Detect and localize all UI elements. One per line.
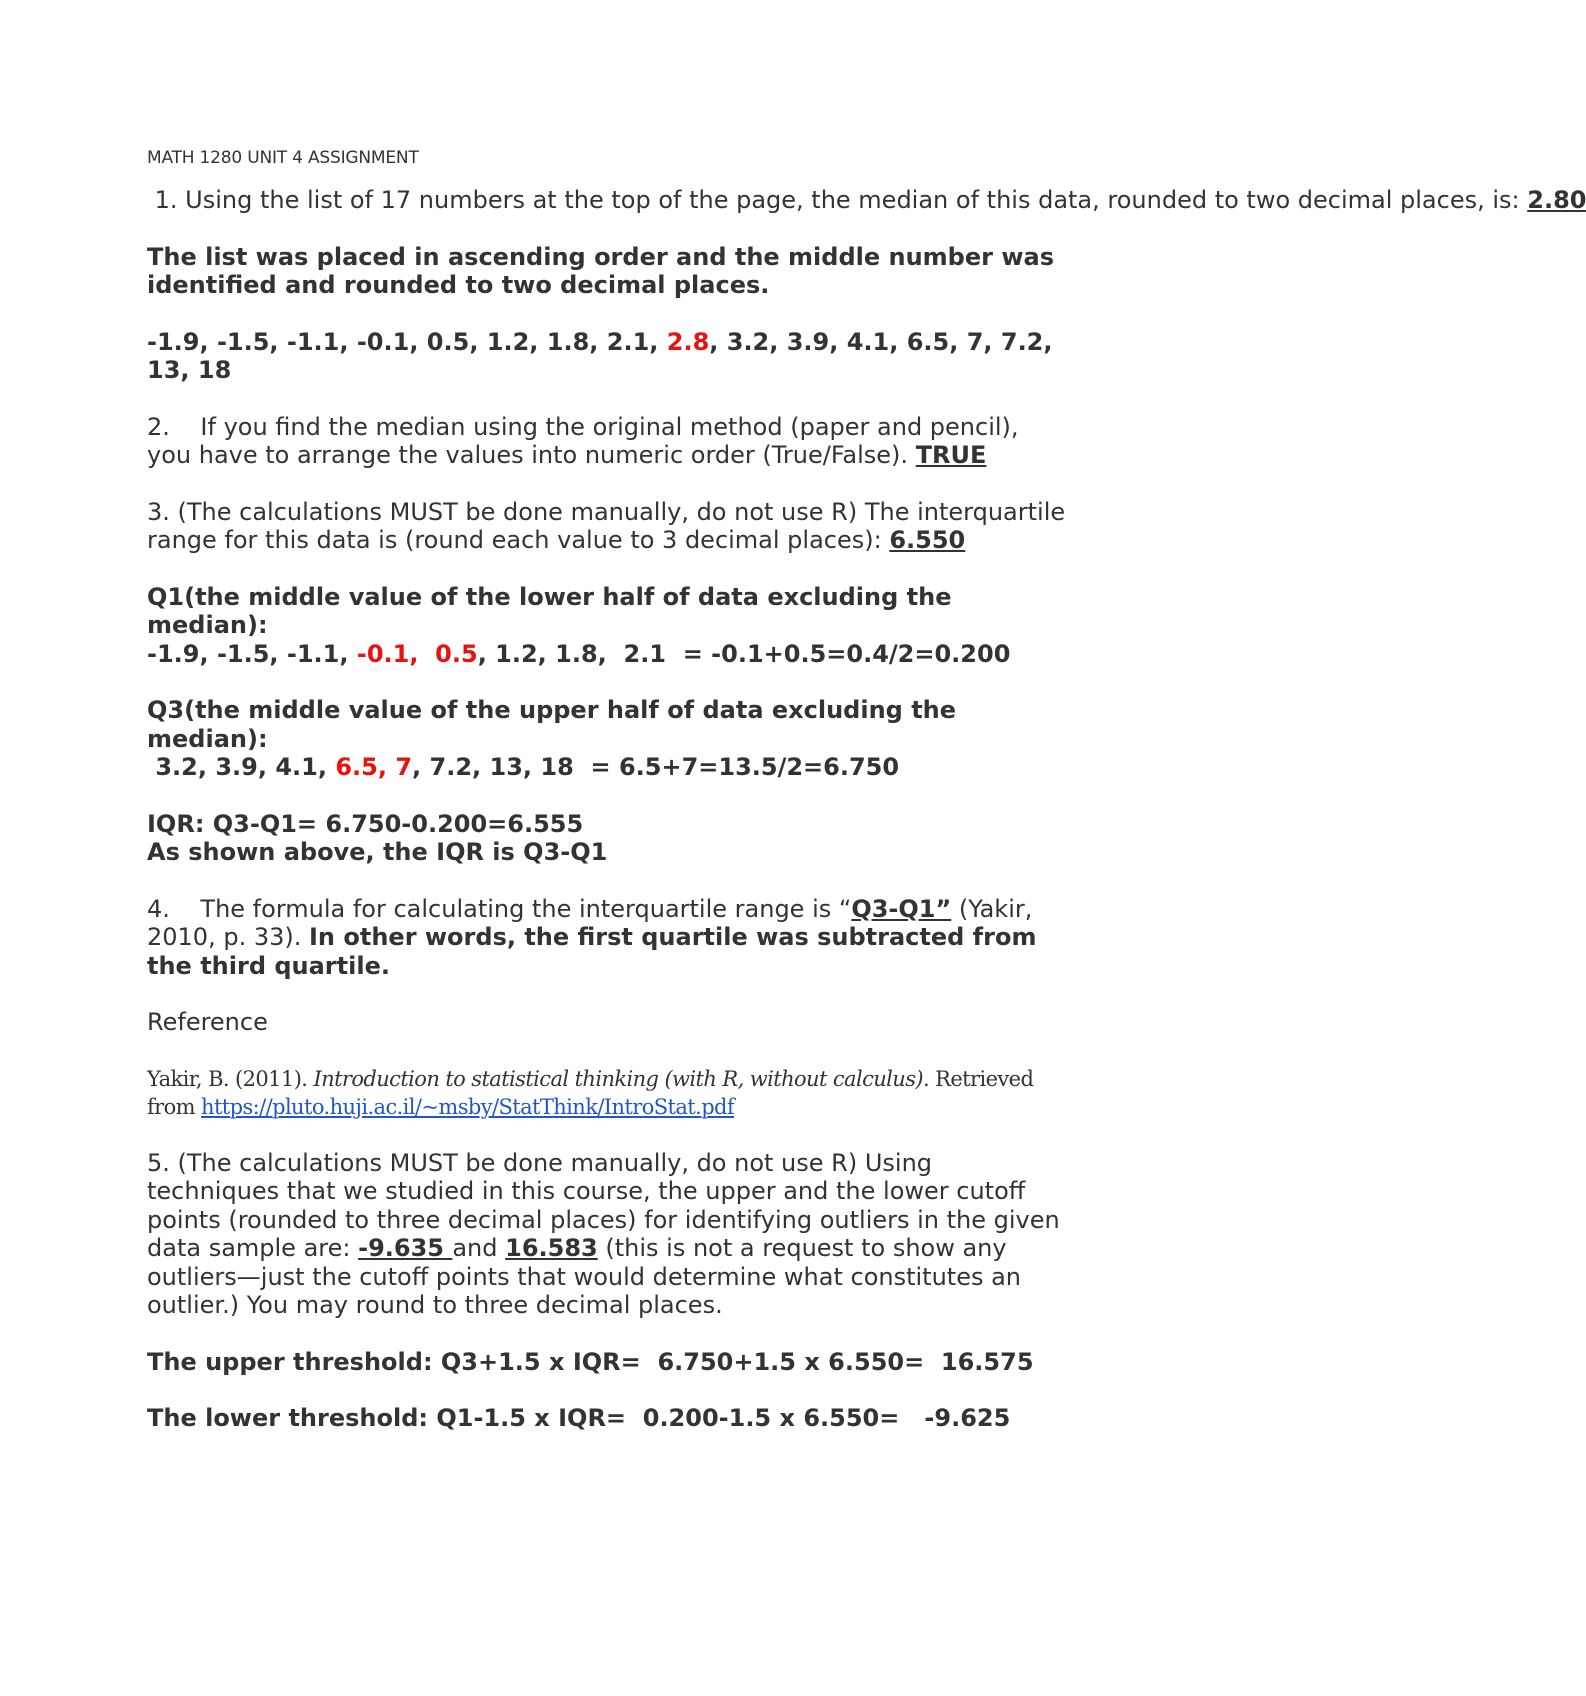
q3-list-middle-b: 7 bbox=[395, 753, 413, 781]
question-5-text-a: 5. (The calculations MUST be done manually, do not use R) Using techniques that we studied in this course, the upper and the lower cutoff points (rounded to three decimal places) for identifying outliers in the given data sample are: bbox=[147, 1148, 1060, 1262]
q3-calculation bbox=[147, 696, 1067, 782]
question-4-text: 4. The formula for calculating the interquartile range is “ bbox=[147, 894, 852, 923]
q3-list-before: 3.2, 3.9, 4.1, bbox=[147, 753, 336, 781]
question-4-answer: Q3-Q1” bbox=[851, 894, 952, 923]
question-1-text: 1. Using the list of 17 numbers at the top of the page, the median of this data, rounded to two decimal places, is: bbox=[147, 186, 1528, 214]
question-2-answer: TRUE bbox=[915, 441, 987, 469]
q3-list-sep: , bbox=[377, 753, 396, 781]
question-4 bbox=[147, 895, 1067, 981]
upper-threshold: The upper threshold: Q3+1.5 x IQR= 6.750+1.5 x 6.550= 16.575 bbox=[147, 1347, 1034, 1376]
question-2 bbox=[147, 413, 1067, 470]
reference-book-title: Introduction to statistical thinking (with R, without calculus) bbox=[313, 1066, 923, 1091]
question-4-explanation: In other words, the first quartile was subtracted from the third quartile. bbox=[147, 923, 1037, 980]
question-5-and: and bbox=[452, 1234, 506, 1262]
reference-entry bbox=[147, 1065, 1067, 1121]
question-3-answer: 6.550 bbox=[889, 526, 966, 554]
sorted-list-median: 2.8 bbox=[666, 327, 710, 356]
question-4-citation: (Yakir, 2010, p. 33). bbox=[147, 894, 1041, 951]
q1-list-middle: -0.1, 0.5 bbox=[356, 639, 478, 668]
reference-heading: Reference bbox=[147, 1008, 268, 1036]
q3-list-after: , 7.2, 13, 18 = 6.5+7=13.5/2=6.750 bbox=[412, 753, 900, 781]
q3-heading: Q3(the middle value of the upper half of data excluding the median): bbox=[147, 696, 957, 753]
iqr-result bbox=[147, 810, 1067, 867]
sorted-list-after: , 3.2, 3.9, 4.1, 6.5, 7, 7.2, 13, 18 bbox=[147, 327, 1053, 384]
question-1 bbox=[147, 186, 1586, 215]
document-title: MATH 1280 UNIT 4 ASSIGNMENT bbox=[147, 148, 419, 168]
q3-list-middle-a: 6.5 bbox=[335, 753, 378, 781]
lower-threshold: The lower threshold: Q1-1.5 x IQR= 0.200-1.5 x 6.550= -9.625 bbox=[147, 1404, 1011, 1432]
document-page bbox=[147, 148, 1586, 1461]
q1-list-before: -1.9, -1.5, -1.1, bbox=[147, 639, 357, 668]
question-3-text: 3. (The calculations MUST be done manually, do not use R) The interquartile range for this data is (round each value to 3 decimal places): bbox=[147, 497, 1066, 554]
question-5-answer-lower: -9.635 bbox=[358, 1234, 453, 1262]
reference-retrieved: . Retrieved from bbox=[147, 1066, 1040, 1119]
q1-calculation bbox=[147, 583, 1067, 669]
question-2-text: 2. If you find the median using the original method (paper and pencil), you have to arrange the values into numeric order (True/False). bbox=[147, 412, 1027, 469]
question-1-explanation: The list was placed in ascending order and the middle number was identified and rounded to two decimal places. bbox=[147, 242, 1054, 299]
iqr-note: As shown above, the IQR is Q3-Q1 bbox=[147, 838, 608, 866]
q1-list-after: , 1.2, 1.8, 2.1 = -0.1+0.5=0.4/2=0.200 bbox=[477, 639, 1011, 668]
reference-author: Yakir, B. (2011). bbox=[147, 1066, 314, 1091]
iqr-line: IQR: Q3-Q1= 6.750-0.200=6.555 bbox=[147, 809, 584, 838]
question-1-answer: 2.80 bbox=[1527, 186, 1586, 214]
q1-heading: Q1(the middle value of the lower half of data excluding the median): bbox=[147, 582, 952, 639]
question-3 bbox=[147, 498, 1067, 555]
question-5-answer-upper: 16.583 bbox=[505, 1234, 598, 1262]
question-5-text-b: (this is not a request to show any outliers—just the cutoff points that would determine what constitutes an outlier.) You may round to three decimal places. bbox=[147, 1234, 1022, 1319]
sorted-list bbox=[147, 328, 1067, 385]
sorted-list-before: -1.9, -1.5, -1.1, -0.1, 0.5, 1.2, 1.8, 2.1, bbox=[147, 327, 667, 356]
question-5 bbox=[147, 1149, 1067, 1320]
reference-url-link[interactable]: https://pluto.huji.ac.il/~msby/StatThink/IntroStat.pdf bbox=[201, 1094, 735, 1119]
